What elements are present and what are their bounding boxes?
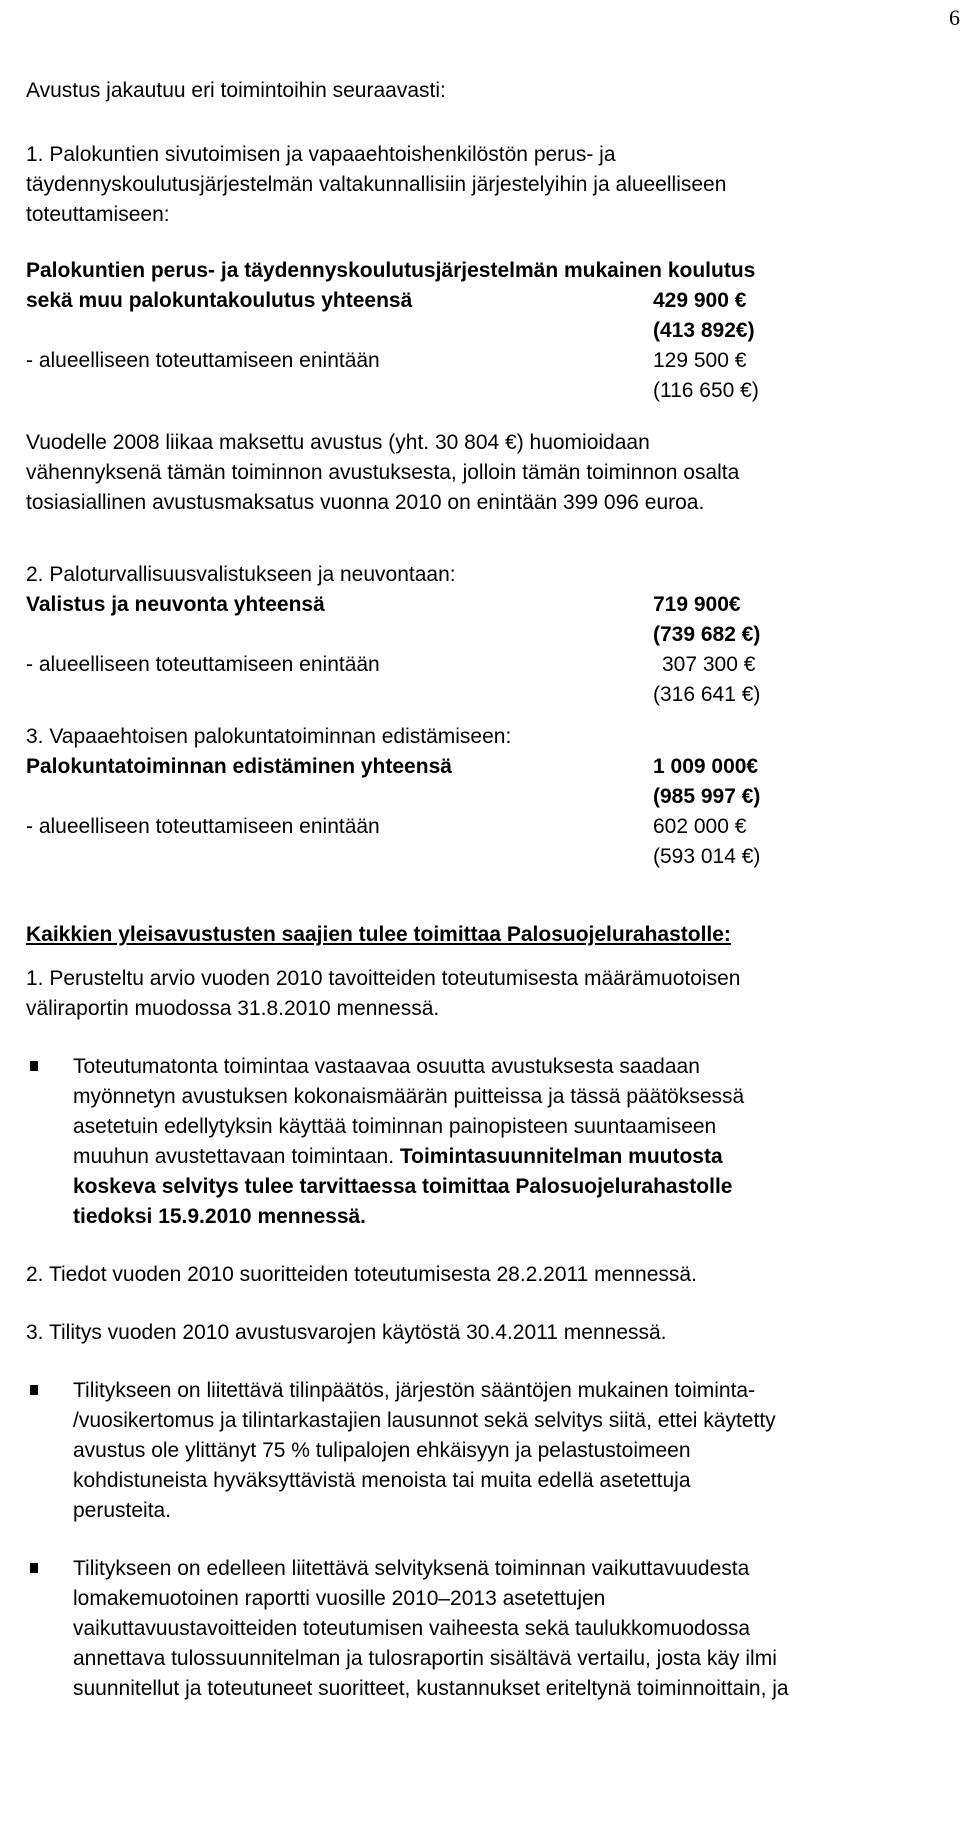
section-2-total-value: 719 900€: [653, 593, 741, 616]
section-3-total-value: 1 009 000€: [653, 755, 759, 778]
section-1-note-line: tosiasiallinen avustusmaksatus vuonna 2010 on enintään 399 096 euroa.: [26, 491, 705, 514]
section-2-regional-value: 307 300 €: [662, 653, 756, 676]
bullet-2-line: avustus ole ylittänyt 75 % tulipalojen ehkäisyyn ja pelastustoimeen: [73, 1439, 691, 1462]
bullet-3-line: suunnitellut ja toteutuneet suoritteet, kustannukset eriteltynä toiminnoittain, ja: [73, 1677, 789, 1700]
section-3-heading: 3. Vapaaehtoisen palokuntatoiminnan edistämiseen:: [26, 725, 512, 748]
section-3: [26, 722, 926, 872]
item-1-line: väliraportin muodossa 31.8.2010 mennessä.: [26, 997, 440, 1020]
bullet-3-line: annettava tulossuunnitelman ja tulosraportin sisältävä vertailu, josta käy ilmi: [73, 1647, 777, 1670]
section-1-heading-line: 1. Palokuntien sivutoimisen ja vapaaehtoishenkilöstön perus- ja: [26, 143, 616, 166]
square-bullet-icon: [30, 1385, 38, 1395]
section-1-regional-value: 129 500 €: [653, 349, 747, 372]
section-1-heading-line: toteuttamiseen:: [26, 203, 170, 226]
bullet-item-1: [26, 1052, 926, 1232]
section-1-regional-label: - alueelliseen toteuttamiseen enintään: [26, 349, 380, 372]
bullet-2-line: /vuosikertomus ja tilintarkastajien lausunnot sekä selvitys siitä, ettei käytetty: [73, 1409, 776, 1432]
section-1-regional-previous: (116 650 €): [653, 379, 759, 402]
bullet-1-line: Toteutumatonta toimintaa vastaavaa osuutta avustuksesta saadaan: [73, 1055, 700, 1078]
section-3-total-label: Palokuntatoiminnan edistäminen yhteensä: [26, 755, 452, 778]
bullet-1-bold-line: tiedoksi 15.9.2010 mennessä.: [73, 1205, 367, 1228]
bullet-item-2: [26, 1376, 926, 1526]
section-2-heading: 2. Paloturvallisuusvalistukseen ja neuvontaan:: [26, 563, 456, 586]
section-3-regional-label: - alueelliseen toteuttamiseen enintään: [26, 815, 380, 838]
bullet-1-line: asetetuin edellytyksin käyttää toiminnan painopisteen suuntaamiseen: [73, 1115, 717, 1138]
section-2: [26, 560, 926, 710]
section-1-note-line: Vuodelle 2008 liikaa maksettu avustus (yht. 30 804 €) huomioidaan: [26, 431, 650, 454]
bullet-1-plain-part: muuhun avustettavaan toimintaan.: [73, 1145, 400, 1168]
section-3-regional-value: 602 000 €: [653, 815, 747, 838]
section-1-total-label-line: Palokuntien perus- ja täydennyskoulutusjärjestelmän mukainen koulutus: [26, 259, 756, 282]
square-bullet-icon: [30, 1563, 38, 1573]
bullet-item-3: [26, 1554, 926, 1704]
section-2-total-label: Valistus ja neuvonta yhteensä: [26, 593, 325, 616]
section-1-total-previous: (413 892€): [653, 319, 755, 342]
section-2-regional-previous: (316 641 €): [653, 683, 761, 706]
bullet-1-bold-part: Toimintasuunnitelman muutosta: [399, 1145, 723, 1168]
section-2-regional-label: - alueelliseen toteuttamiseen enintään: [26, 653, 380, 676]
section-3-total-previous: (985 997 €): [653, 785, 761, 808]
section-2-total-previous: (739 682 €): [653, 623, 761, 646]
bullet-2-line: kohdistuneista hyväksyttävistä menoista tai muita edellä asetettuja: [73, 1469, 691, 1492]
document-body: [26, 76, 926, 1704]
intro-text: Avustus jakautuu eri toimintoihin seuraavasti:: [26, 79, 446, 102]
section-1-total-value: 429 900 €: [653, 289, 747, 312]
bullet-3-line: vaikuttavuustavoitteiden toteutumisen vaiheesta sekä taulukkomuodossa: [73, 1617, 751, 1640]
bullet-3-line: lomakemuotoinen raportti vuosille 2010–2013 asetettujen: [73, 1587, 606, 1610]
item-3: 3. Tilitys vuoden 2010 avustusvarojen käytöstä 30.4.2011 mennessä.: [26, 1321, 667, 1344]
item-1-line: 1. Perusteltu arvio vuoden 2010 tavoitteiden toteutumisesta määrämuotoisen: [26, 967, 741, 990]
bullet-2-line: Tilitykseen on liitettävä tilinpäätös, järjestön sääntöjen mukainen toiminta-: [73, 1379, 756, 1402]
section-1-note-line: vähennyksenä tämän toiminnon avustuksesta, jolloin tämän toiminnon osalta: [26, 461, 740, 484]
bullet-1-line: myönnetyn avustuksen kokonaismäärän puitteissa ja tässä päätöksessä: [73, 1085, 745, 1108]
square-bullet-icon: [30, 1061, 38, 1071]
section-1-total-label-line: sekä muu palokuntakoulutus yhteensä: [26, 289, 413, 312]
bullet-1-mixed-line: [73, 1142, 926, 1172]
section-3-regional-previous: (593 014 €): [653, 845, 761, 868]
section-1: [26, 140, 926, 518]
page-number: 6: [949, 5, 960, 30]
bullet-2-line: perusteita.: [73, 1499, 172, 1522]
bullet-3-line: Tilitykseen on edelleen liitettävä selvityksenä toiminnan vaikuttavuudesta: [73, 1557, 750, 1580]
item-2: 2. Tiedot vuoden 2010 suoritteiden toteutumisesta 28.2.2011 mennessä.: [26, 1263, 697, 1286]
section-1-heading-line: täydennyskoulutusjärjestelmän valtakunnallisiin järjestelyihin ja alueelliseen: [26, 173, 727, 196]
bullet-1-bold-line: koskeva selvitys tulee tarvittaessa toimittaa Palosuojelurahastolle: [73, 1175, 733, 1198]
requirements-heading: Kaikkien yleisavustusten saajien tulee toimittaa Palosuojelurahastolle:: [26, 923, 731, 946]
